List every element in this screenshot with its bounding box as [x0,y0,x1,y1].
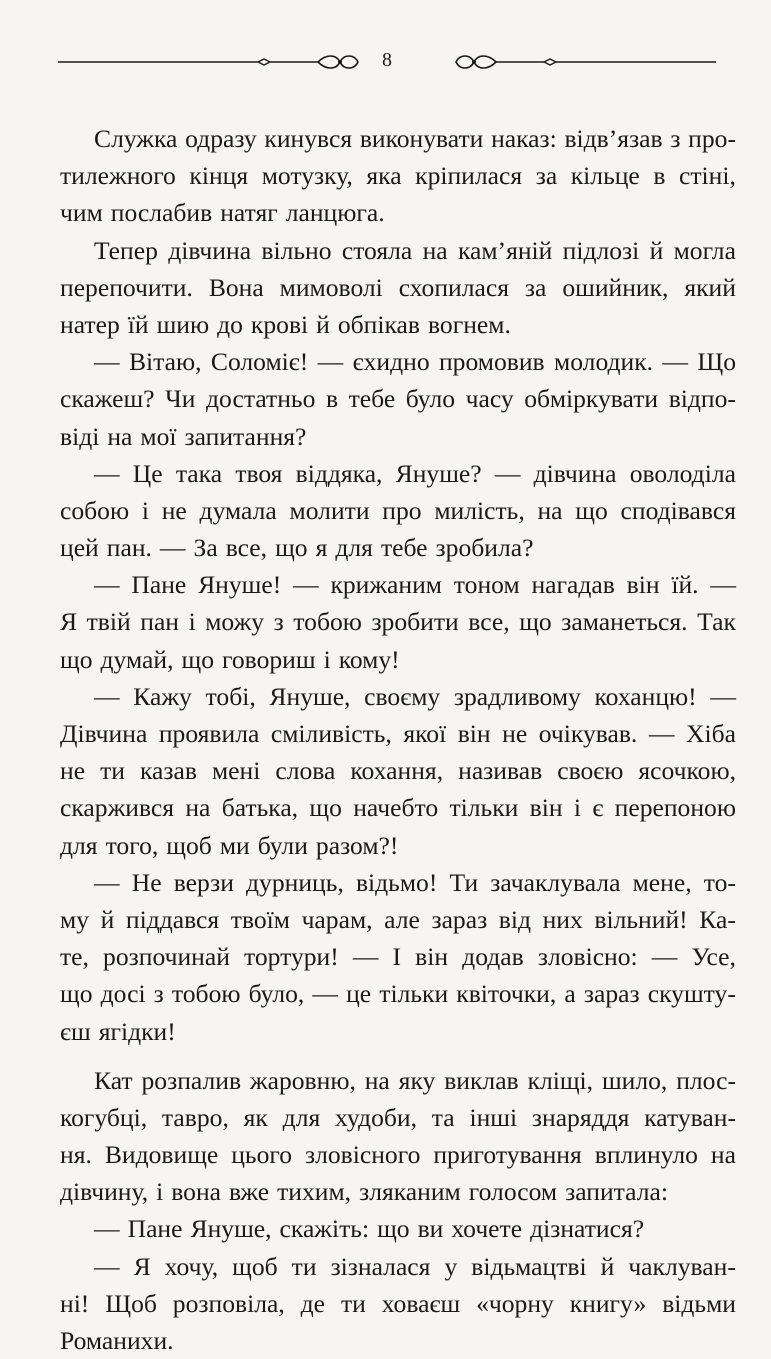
paragraph [60,1248,736,1359]
text-line: скаржився на батька, що начебто тільки він і є перепоною [60,793,736,823]
paragraph [60,1062,736,1211]
paragraph [60,1210,736,1247]
text-line: єш ягідки! [60,1016,176,1046]
text-line: натер їй шию до крові й обпікав вогнем. [60,309,511,339]
text-line: — Я хочу, щоб ти зізналася у відьмацтві й чаклуван- [94,1251,736,1281]
text-line: що досі з тобою було, — це тільки квіточки, а зараз скушту- [60,979,736,1009]
paragraph [60,232,736,344]
text-line: перепочити. Вона мимоволі схопилася за ошийник, який [60,272,736,302]
text-line: — Кажу тобі, Януше, своєму зрадливому коханцю! — [94,681,736,711]
page-number: 8 [382,49,392,71]
text-line: собою і не думала молити про милість, на що сподівався [60,495,736,525]
paragraph [60,864,736,1050]
paragraph [60,678,736,864]
text-line: те, розпочинай тортури! — І він додав зловісно: — Усе, [60,942,736,972]
body-text [60,120,736,1359]
text-line: скажеш? Чи достатньо в тебе було часу обміркувати відпо- [60,384,736,414]
text-line: що думай, що говориш і кому! [60,644,400,674]
text-line: для того, щоб ми були разом?! [60,830,399,860]
text-line: ня. Видовище цього зловісного приготування вплинуло на [60,1140,736,1170]
text-line: Служка одразу кинувся виконувати наказ: відв’язав з про- [94,124,736,153]
paragraph [60,566,736,678]
text-line: цей пан. — За все, що я для тебе зробила? [60,533,534,563]
text-line: Тепер дівчина вільно стояла на кам’яній підлозі й могла [94,235,736,265]
text-line: тилежного кінця мотузку, яка кріпилася за кільце в стіні, [60,161,736,191]
text-line: віді на мої запитання? [60,421,307,451]
paragraph [60,120,736,232]
text-line: Романихи. [60,1326,174,1355]
text-line: Кат розпалив жаровню, на яку виклав кліщі, шило, плос- [94,1065,736,1095]
text-line: — Вітаю, Соломіє! — єхидно промовив молодик. — Що [94,347,736,377]
text-line: — Це така твоя віддяка, Януше? — дівчина оволоділа [94,458,736,488]
text-line: му й піддався твоїм чарам, але зараз від них вільний! Ка- [60,904,736,934]
text-line: Я твій пан і можу з тобою зробити все, що заманеться. Так [60,607,736,637]
page-header [58,40,716,80]
text-line: — Пане Януше, скажіть: що ви хочете дізнатися? [94,1214,645,1244]
text-line: ні! Щоб розповіла, де ти ховаєш «чорну книгу» відьми [60,1288,736,1318]
text-line: чим послабив натяг ланцюга. [60,198,385,228]
text-line: Дівчина проявила сміливість, якої він не очікував. — Хіба [60,719,736,748]
paragraph [60,343,736,455]
text-line: — Не верзи дурниць, відьмо! Ти зачаклувала мене, то- [94,867,736,897]
paragraph [60,455,736,567]
text-line: не ти казав мені слова кохання, називав своєю ясочкою, [60,756,736,786]
text-line: — Пане Януше! — крижаним тоном нагадав він їй. — [94,570,736,600]
text-line: дівчину, і вона вже тихим, зляканим голосом запитала: [60,1177,668,1207]
text-line: когубці, тавро, як для худоби, та інші знаряддя катуван- [60,1102,736,1132]
